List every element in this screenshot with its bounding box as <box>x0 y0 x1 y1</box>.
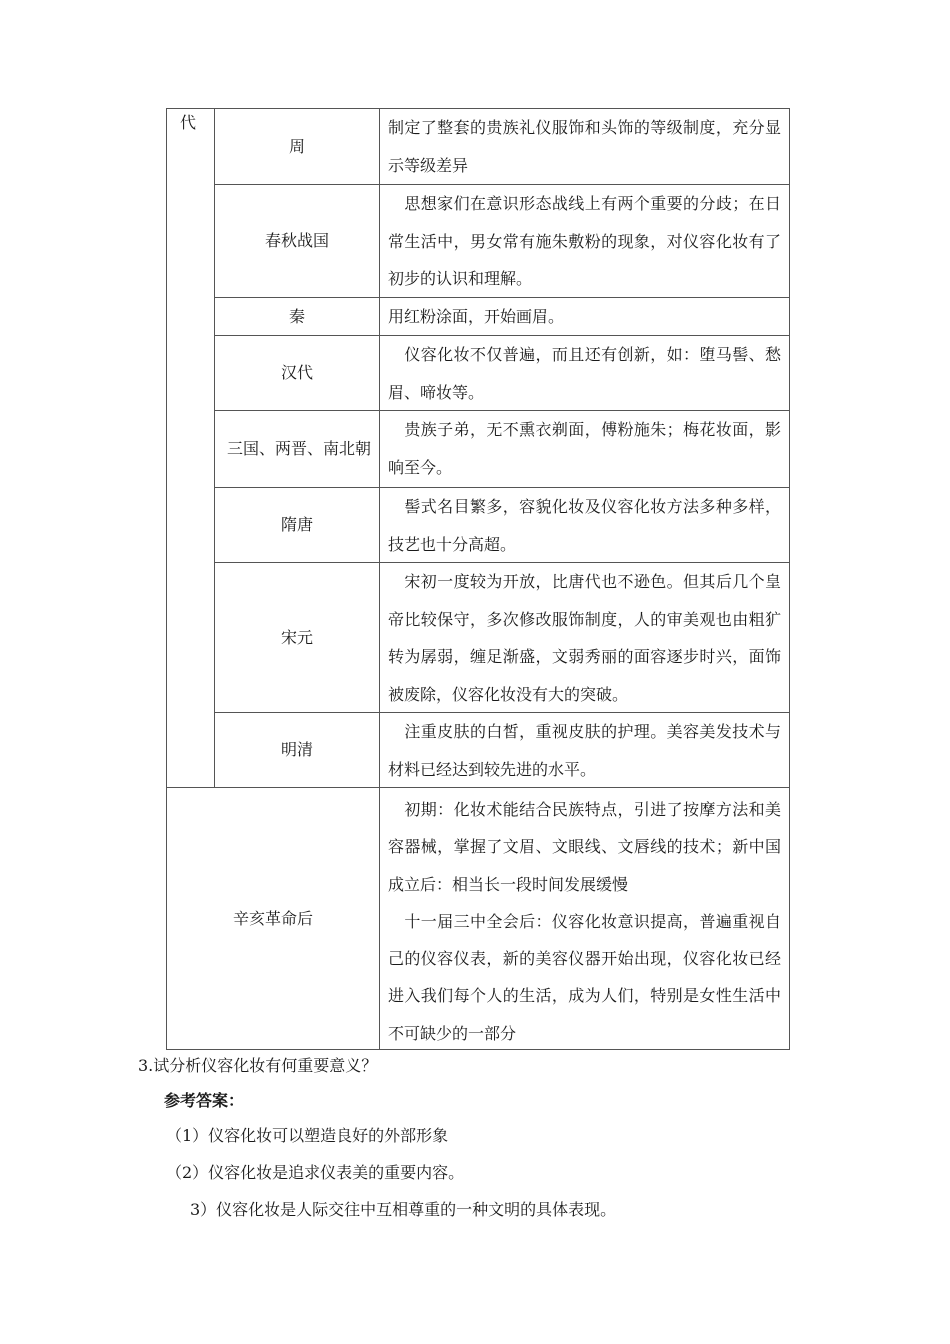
desc-cell-han <box>380 336 789 410</box>
desc-cell-zhou <box>380 109 789 184</box>
desc-text: 宋初一度较为开放，比唐代也不逊色。但其后几个皇帝比较保守，多次修改服饰制度，人的审美观也由粗犷转为孱弱，缠足渐盛，文弱秀丽的面容逐步时兴，面饰被废除，仪容化妆没有大的突破。 <box>388 572 781 704</box>
era-cell-han: 汉代 <box>280 363 313 382</box>
desc-text: 制定了整套的贵族礼仪服饰和头饰的等级制度，充分显示等级差异 <box>388 118 781 175</box>
desc-text: 用红粉涂面，开始画眉。 <box>388 307 565 326</box>
desc-text: 初期：化妆术能结合民族特点，引进了按摩方法和美容器械，掌握了文眉、文眼线、文唇线的技术；新中国成立后：相当长一段时间发展缓慢 <box>388 800 781 894</box>
answer-item: 3）仪容化妆是人际交往中互相尊重的一种文明的具体表现。 <box>190 1200 617 1219</box>
era-cell-songyuan: 宋元 <box>280 627 313 647</box>
era-cell-mingqing: 明清 <box>280 740 313 759</box>
desc-text: 十一届三中全会后：仪容化妆意识提高，普遍重视自己的仪容仪表，新的美容仪器开始出现，仪容化妆已经进入我们每个人的生活，成为人们，特别是女性生活中不可缺少的一部分 <box>388 911 781 1043</box>
table-border-right <box>789 108 790 1050</box>
desc-cell-songyuan <box>380 563 789 712</box>
desc-cell-mingqing <box>380 713 789 787</box>
answer-heading: 参考答案： <box>164 1091 245 1110</box>
desc-text: 注重皮肤的白皙，重视皮肤的护理。美容美发技术与材料已经达到较先进的水平。 <box>388 722 781 779</box>
desc-cell-suitang <box>380 488 789 562</box>
dynasty-group-label: 代 <box>180 113 197 132</box>
era-cell-sanguo: 三国、两晋、南北朝 <box>226 439 371 458</box>
question-text: 3.试分析仪容化妆有何重要意义？ <box>138 1056 378 1075</box>
era-cell-qin: 秦 <box>288 306 305 326</box>
era-cell-chunqiu: 春秋战国 <box>264 231 329 250</box>
desc-text: 仪容化妆不仅普遍，而且还有创新，如：堕马髻、愁眉、啼妆等。 <box>388 345 781 402</box>
era-cell-xinhai: 辛亥革命后 <box>232 908 313 928</box>
desc-text: 贵族子弟，无不熏衣剃面，傅粉施朱；梅花妆面，影响至今。 <box>388 420 781 477</box>
era-cell-zhou: 周 <box>288 136 305 156</box>
answer-item: （2）仪容化妆是追求仪表美的重要内容。 <box>166 1163 465 1182</box>
desc-cell-qin <box>380 298 789 335</box>
desc-text: 髻式名目繁多，容貌化妆及仪容化妆方法多种多样，技艺也十分高超。 <box>388 497 781 554</box>
desc-cell-sanguo <box>380 411 789 487</box>
answer-item: （1）仪容化妆可以塑造良好的外部形象 <box>166 1126 449 1145</box>
era-cell-suitang: 隋唐 <box>280 515 313 534</box>
desc-cell-xinhai <box>380 788 789 1049</box>
desc-text: 思想家们在意识形态战线上有两个重要的分歧；在日常生活中，男女常有施朱敷粉的现象，对仪容化妆有了初步的认识和理解。 <box>388 194 781 288</box>
desc-cell-chunqiu <box>380 185 789 297</box>
